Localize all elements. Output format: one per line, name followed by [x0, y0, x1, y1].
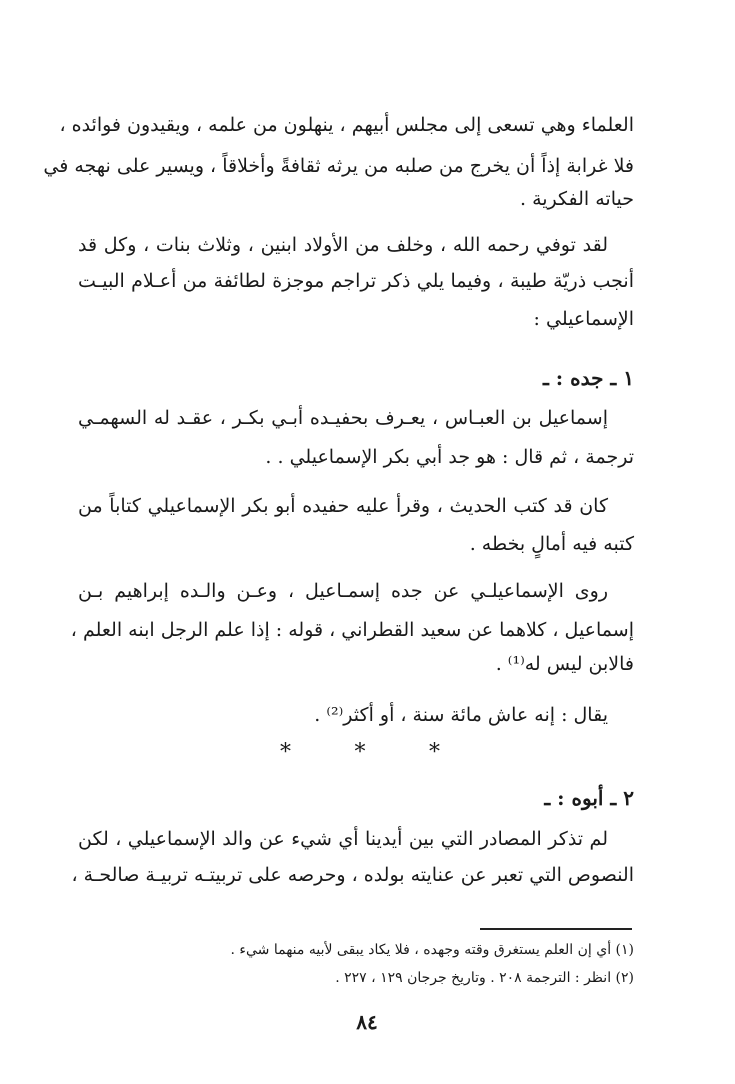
section-heading-father: ٢ ـ أبوه : ـ — [544, 786, 634, 810]
s1-p3-line-3: فالابن ليس له⁽¹⁾ . — [495, 653, 634, 675]
death-line-1: لقد توفي رحمه الله ، وخلف من الأولاد ابنين ، وثلاث بنات ، وكل قد — [78, 234, 608, 256]
section-heading-grandfather: ١ ـ جده : ـ — [542, 366, 634, 390]
s1-p3-line-1: روى الإسماعيلـي عن جده إسمـاعيل ، وعـن والـده إبراهيم بـن — [78, 580, 608, 602]
intro-line-2: فلا غرابة إذاً أن يخرج من صلبه من يرثه ثقافةً وأخلاقاً ، ويسير على نهجه في — [43, 155, 634, 177]
s2-p1-line-1: لم تذكر المصادر التي بين أيدينا أي شيء عن والد الإسماعيلي ، لكن — [78, 828, 608, 850]
s1-p1-line-2: ترجمة ، ثم قال : هو جد أبي بكر الإسماعيلي . . — [265, 446, 634, 468]
separator-star: * — [280, 740, 291, 765]
death-line-2: أنجب ذريّة طيبة ، وفيما يلي ذكر تراجم موجزة لطائفة من أعـلام البيـت — [78, 270, 634, 292]
separator-star: * — [429, 740, 440, 765]
s1-p3-line-2: إسماعيل ، كلاهما عن سعيد القطراني ، قوله : إذا علم الرجل ابنه العلم ، — [70, 619, 634, 641]
s1-p2-line-2: كتبه فيه أمالٍ بخطه . — [469, 533, 634, 555]
footnote-2: (٢) انظر : الترجمة ٢٠٨ . وتاريخ جرجان ١٢٩ ، ٢٢٧ . — [335, 970, 634, 986]
s1-p4-line: يقال : إنه عاش مائة سنة ، أو أكثر⁽²⁾ . — [314, 704, 608, 726]
page-number: ٨٤ — [356, 1010, 378, 1034]
section-separator — [280, 740, 440, 766]
s1-p2-line-1: كان قد كتب الحديث ، وقرأ عليه حفيده أبو بكر الإسماعيلي كتاباً من — [78, 495, 608, 517]
intro-line-1: العلماء وهي تسعى إلى مجلس أبيهم ، ينهلون من علمه ، ويقيدون فوائده ، — [59, 114, 634, 136]
footnote-1: (١) أي إن العلم يستغرق وقته وجهده ، فلا يكاد يبقى لأبيه منهما شيء . — [230, 942, 634, 958]
separator-star: * — [354, 740, 366, 765]
footnote-divider — [480, 928, 632, 930]
death-line-3: الإسماعيلي : — [533, 308, 634, 330]
s2-p1-line-2: النصوص التي تعبر عن عنايته بولده ، وحرصه على تربيتـه تربيـة صالحـة ، — [71, 864, 634, 886]
intro-line-3: حياته الفكرية . — [520, 188, 634, 210]
s1-p1-line-1: إسماعيل بن العبـاس ، يعـرف بحفيـده أبـي بكـر ، عقـد له السهمـي — [78, 407, 608, 429]
